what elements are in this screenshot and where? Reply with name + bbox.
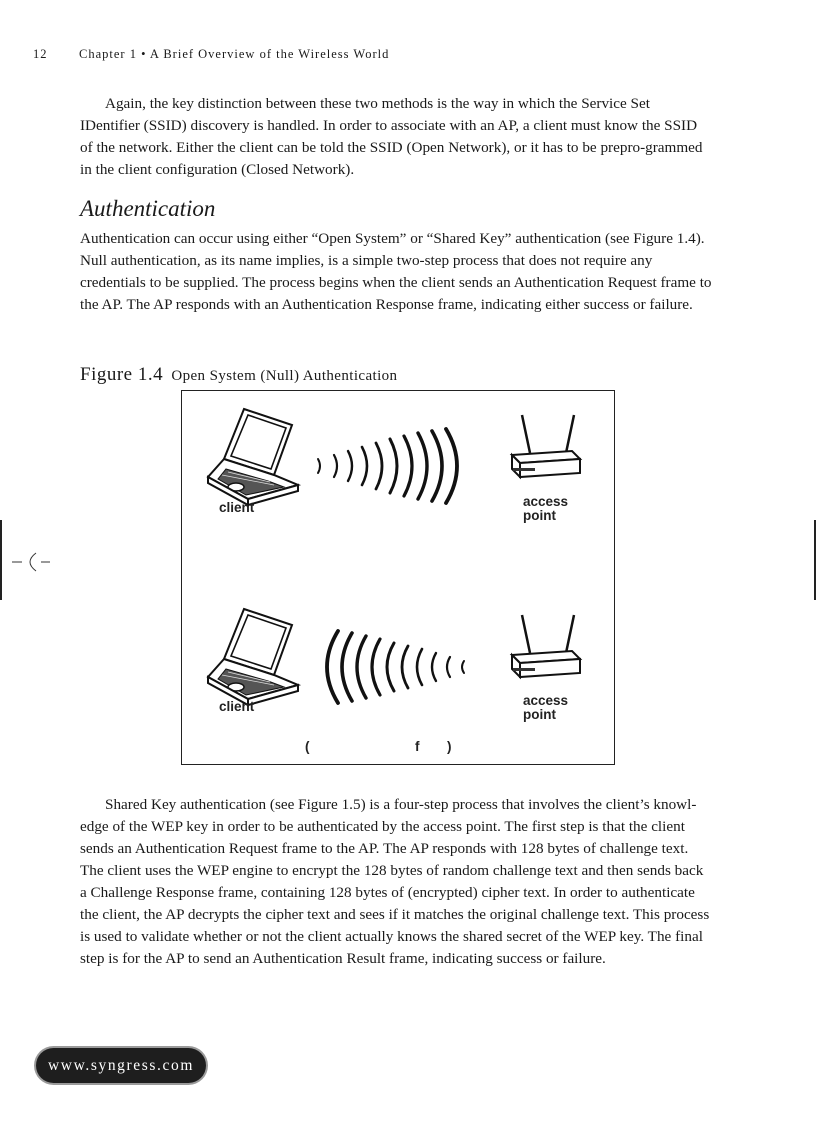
intro-paragraph: Again, the key distinction between these two methods is the way in which the Service Set IDentifier (SSID) discovery is handled. In order to associate with an AP, a client must know the SSID of the network. Either the client can be told the SSID (Open Network), or it has to be prepro-grammed in the client configuration (Closed Network).: [80, 95, 703, 178]
caption-fragment: f: [415, 739, 420, 754]
footer-url: www.syngress.com: [48, 1056, 194, 1074]
section-heading: Authentication: [80, 196, 216, 221]
chapter-title: Chapter 1 • A Brief Overview of the Wireless World: [79, 47, 390, 61]
client-label: client: [219, 699, 255, 714]
client-label: client: [219, 500, 255, 515]
caption-fragment: ): [447, 739, 452, 754]
access-point-icon: [512, 615, 580, 677]
crop-mark-left: [0, 520, 2, 600]
running-head: [33, 47, 633, 62]
laptop-icon: [208, 409, 298, 505]
authentication-paragraph: Authentication can occur using either “Open System” or “Shared Key” authentication (see Figure 1.4). Null authentication, as its name implies, is a simple two-step process that does not require any credentials to be supplied. The process begins when the client sends an Authentication Request frame to the AP. The AP responds with an Authentication Response frame, indicating either success or failure.: [80, 230, 712, 313]
signal-waves-outgoing: [318, 429, 457, 503]
access-point-label: access point: [523, 494, 569, 523]
caption-fragment: (: [305, 739, 310, 754]
access-point-icon: [512, 415, 580, 477]
signal-waves-incoming: [327, 631, 464, 703]
shared-key-paragraph: Shared Key authentication (see Figure 1.5) is a four-step process that involves the client’s knowl-edge of the WEP key in order to be authenticated by the access point. The first step is that the client sends an Authentication Request frame to the AP. The AP responds with 128 bytes of challenge text. The client uses the WEP engine to encrypt the 128 bytes of random challenge text and then sends back a Challenge Response frame, containing 128 bytes of (encrypted) cipher text. In order to authenticate the client, the AP decrypts the cipher text and sees if it matches the original challenge text. This process is used to validate whether or not the client actually knows the shared secret of the WEP key. The final step is for the AP to send an Authentication Result frame, indicating success or failure.: [80, 796, 710, 967]
footer-url-badge: [36, 1048, 206, 1083]
figure-caption: [80, 364, 397, 386]
figure-title: Open System (Null) Authentication: [171, 368, 398, 384]
page-number: 12: [33, 47, 48, 61]
access-point-label: access point: [523, 693, 569, 722]
registration-mark: [10, 550, 52, 574]
figure-label: Figure 1.4: [80, 364, 164, 385]
figure-box: [181, 390, 615, 765]
laptop-icon: [208, 609, 298, 705]
